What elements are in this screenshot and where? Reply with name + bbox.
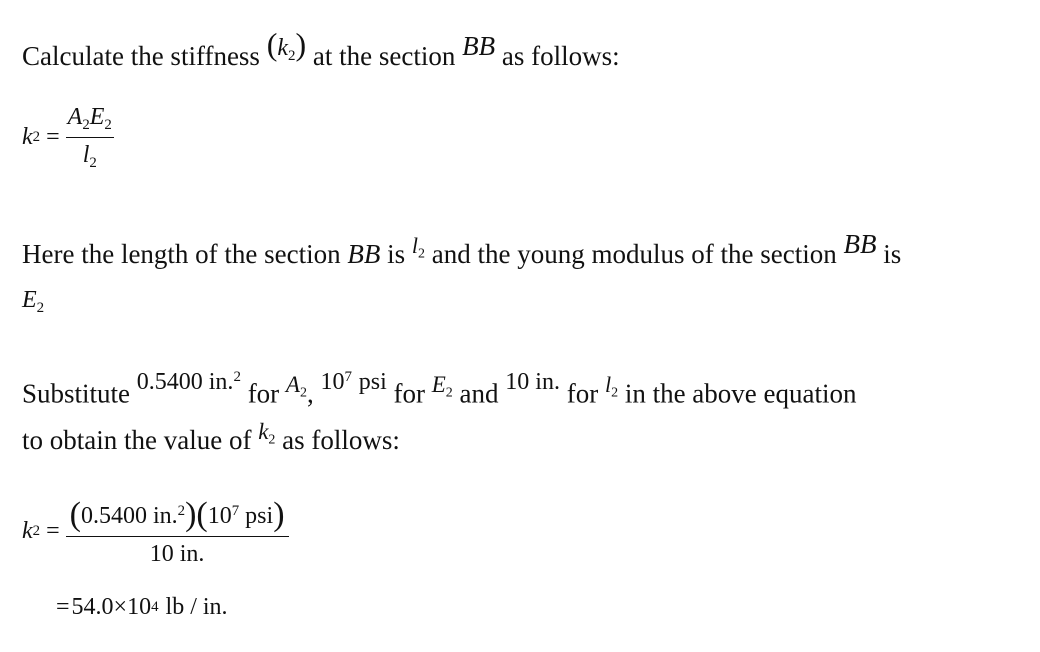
- length-value: 10 in.: [505, 369, 560, 396]
- substituted-fraction: [66, 494, 289, 568]
- a2-symbol: $A_2$: [285, 372, 307, 401]
- substituted-denominator: 10 in.: [149, 541, 205, 567]
- e2-symbol: $E_2$: [431, 372, 453, 401]
- section-label: BB: [462, 31, 496, 61]
- k2-paren-symbol: $(k_2)$: [266, 26, 307, 64]
- substitute-line: Substitute 0.5400 in.$^2$ for $A_2$, $10^7$ psi for $E_2$ and 10 in. for $l_2$ in the above equation: [22, 374, 857, 420]
- l2-symbol: $l_2$: [411, 233, 426, 262]
- e2-line: $E_2$: [22, 287, 45, 316]
- result-unit: lb / in.: [165, 594, 228, 620]
- intro-line: Calculate the stiffness $(k_2)$ at the section BB as follows:: [22, 26, 620, 71]
- l2-symbol-2: $l_2$: [604, 372, 619, 401]
- formula-numerator: $A_2E_2$: [66, 104, 114, 138]
- modulus-value: $10^7$ psi: [320, 369, 387, 396]
- substituted-equation: k 2 = $\frac{(0.5400 in.^2)(10^7 psi)}{10 in.}$: [22, 494, 289, 568]
- result-line: = 54.0×10 4 lb / in.: [56, 594, 228, 620]
- substituted-numerator: (0.5400 $in.^2)(10^7$ psi): [66, 494, 289, 537]
- intro-text: Calculate the stiffness: [22, 41, 260, 71]
- stiffness-formula: k 2 = $\frac{A_2E_2}{l_2}$: [22, 104, 112, 171]
- length-modulus-line: Here the length of the section BB is $l_2$ and the young modulus of the section BB is: [22, 229, 902, 269]
- area-value: 0.5400 in.$^2$: [136, 369, 241, 396]
- k2-symbol: $k_2$: [258, 419, 276, 448]
- formula-fraction: [66, 104, 114, 172]
- result-value: 54.0×10: [71, 594, 152, 620]
- formula-denominator: $l_2$: [82, 141, 97, 171]
- obtain-line: to obtain the value of $k_2$ as follows:: [22, 424, 400, 466]
